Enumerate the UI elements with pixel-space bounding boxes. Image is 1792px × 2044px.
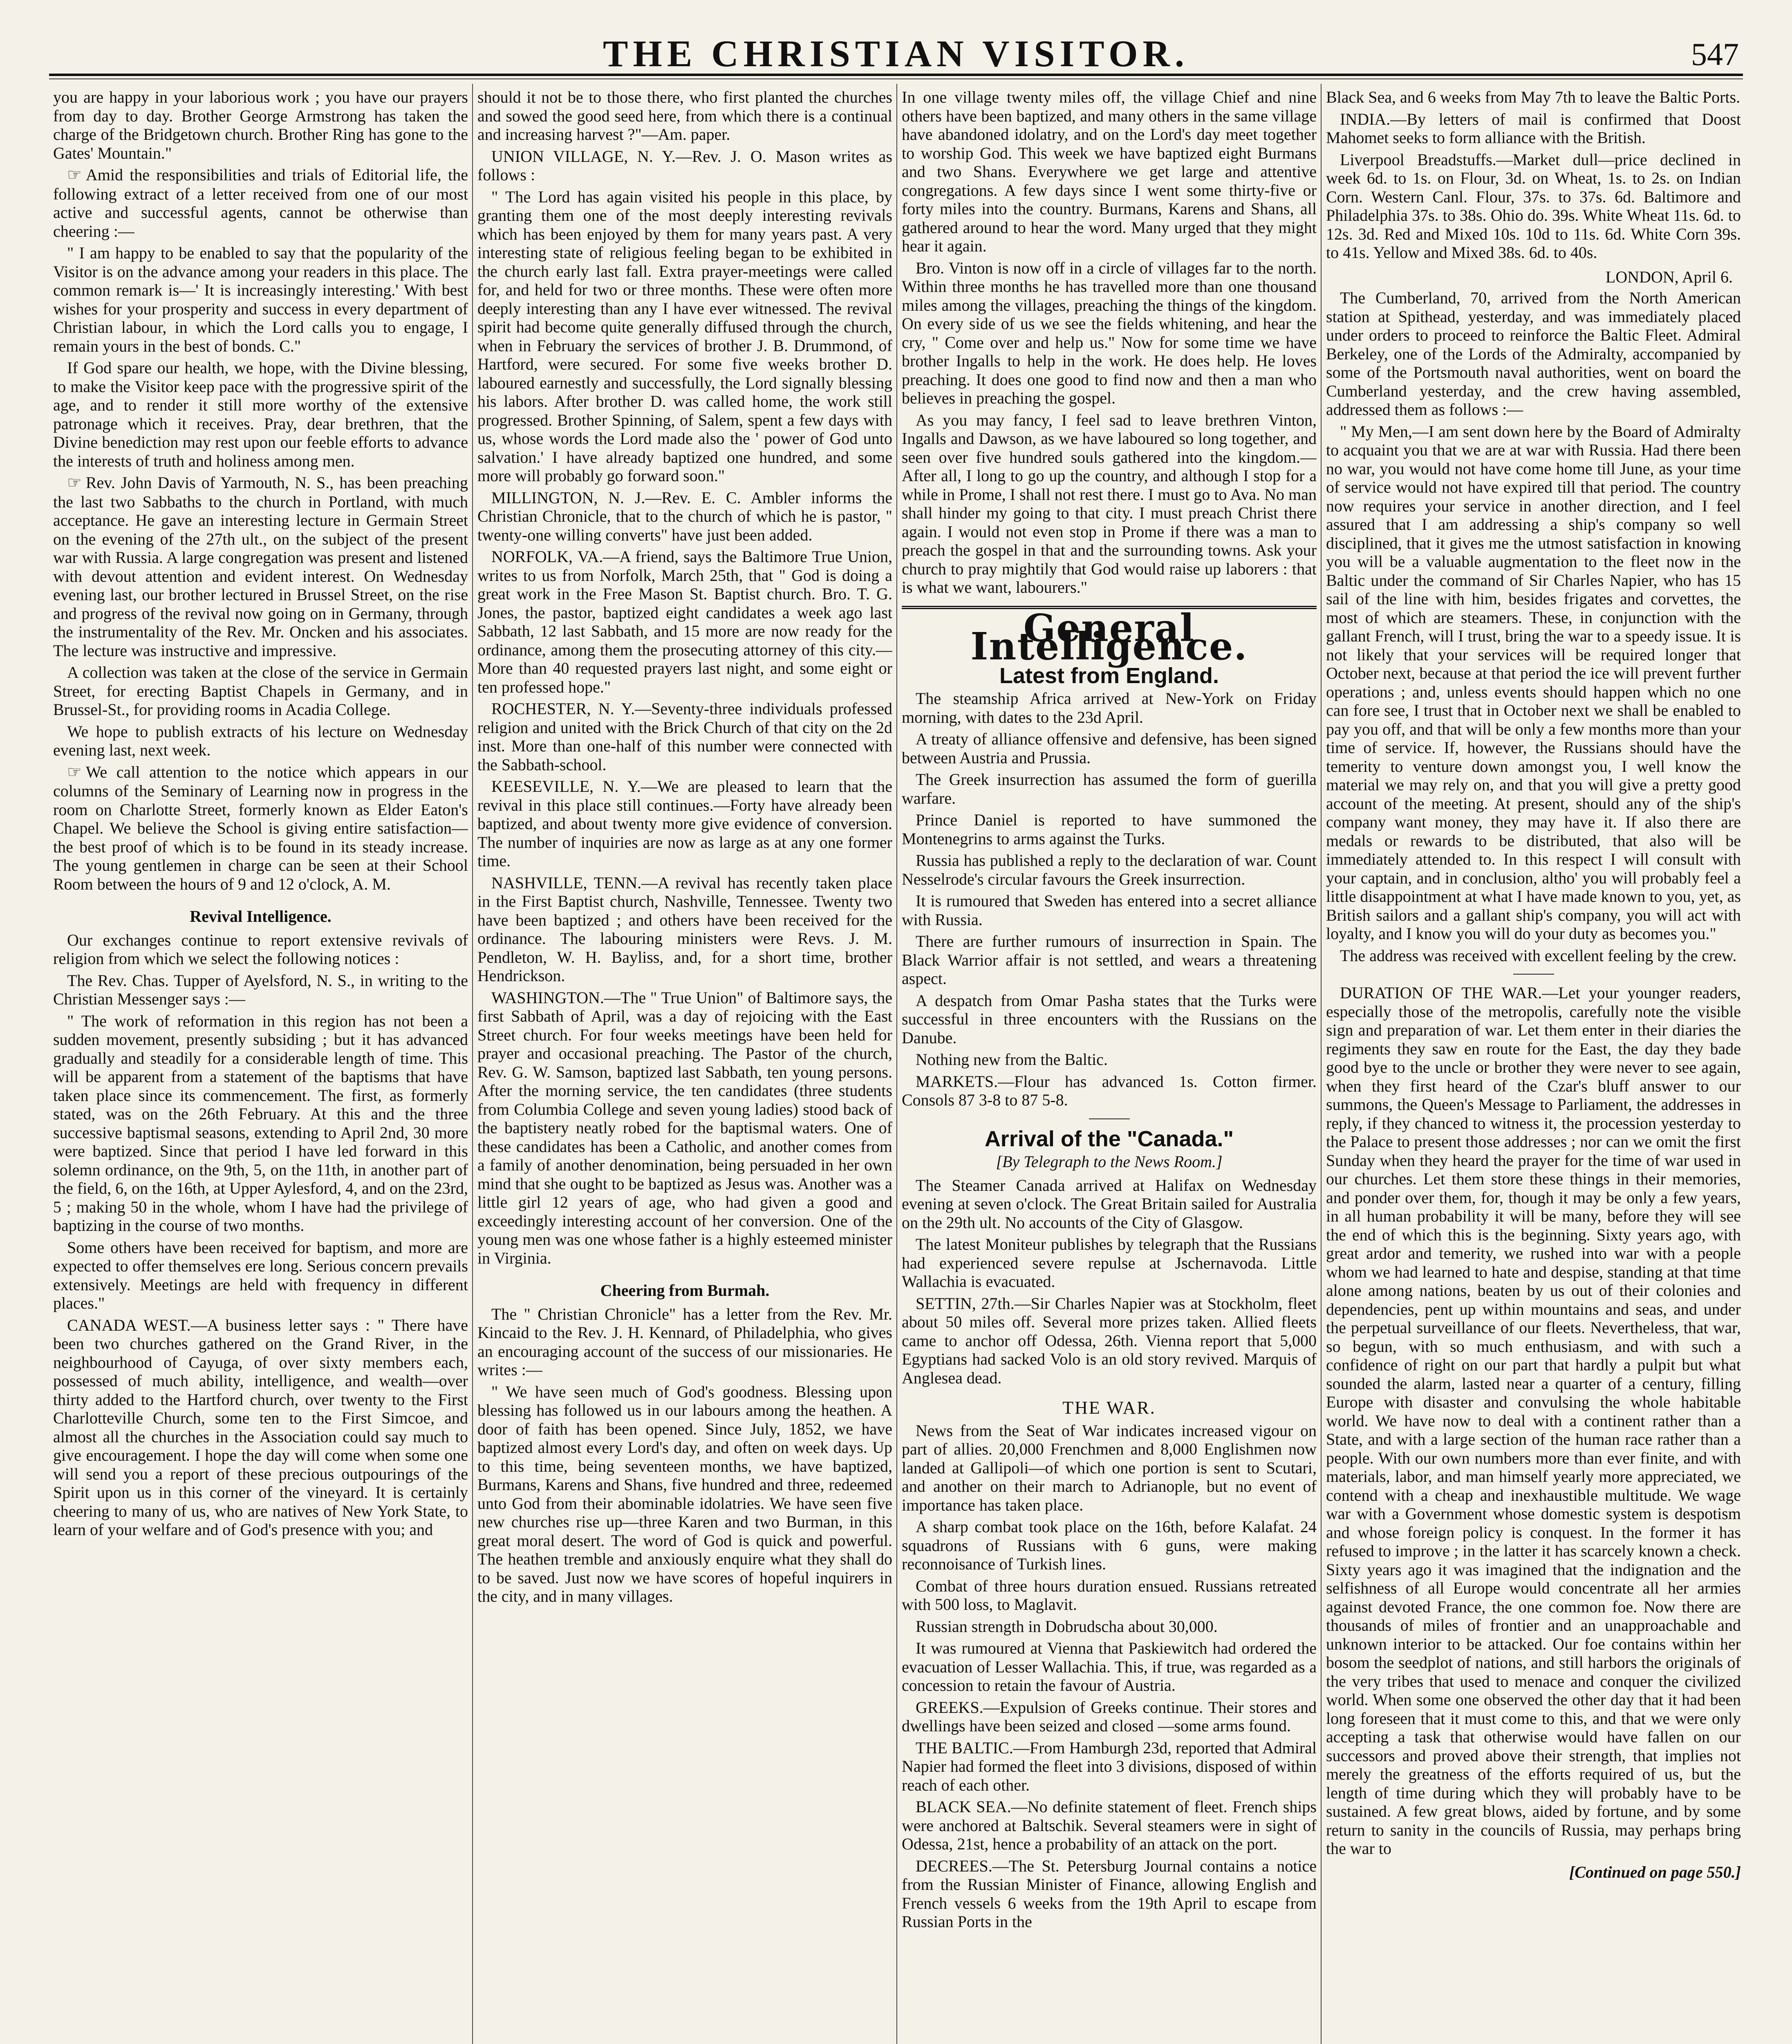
editorial-notice [53,763,468,894]
article-paragraph: NORFOLK, VA.—A friend, says the Baltimore True Union, writes to us from Norfolk, March 25th, that " God is doing a great work in the Free Mason St. Baptist church. Bro. T. G. Jones, the pastor, baptized eight candidates a week ago last Sabbath, 12 last Sabbath, and 15 more are now ready for the ordinance, among them the prosecuting attorney of this city.—More than 40 requested prayers last night, and some eight or ten professed hope." [477,547,892,696]
article-paragraph: THE BALTIC.—From Hamburgh 23d, reported that Admiral Napier had formed the fleet into 3 divisions, disposed of within reach of each other. [902,1738,1317,1794]
article-paragraph: UNION VILLAGE, N. Y.—Rev. J. O. Mason writes as follows : [477,147,892,184]
article-paragraph: should it not be to those there, who first planted the churches and sowed the good seed here, from which there is a continual and increasing harvest ?"—Am. paper. [477,88,892,143]
article-paragraph: The Rev. Chas. Tupper of Ayelsford, N. S., in writing to the Christian Messenger says :— [53,971,468,1008]
column-1 [53,88,468,2044]
article-paragraph: In one village twenty miles off, the village Chief and nine others have been baptized, and many others in the same village have abandoned idolatry, and on the Lord's day meet together to worship God. This week we have baptized eight Burmans and two Shans. Everywhere we get large and attentive congregations. A few days since I went some thirty-five or forty miles into the country. Burmans, Karens and Shans, all gathered around to hear the word. Many urged that they might hear it again. [902,88,1317,255]
article-paragraph: ROCHESTER, N. Y.—Seventy-three individuals professed religion and united with the Brick Church of that city on the 2d inst. More than one-half of this number were connected with the Sabbath-school. [477,699,892,774]
section-heading: Latest from England. [999,663,1219,688]
article-paragraph: News from the Seat of War indicates increased vigour on part of allies. 20,000 Frenchmen and 8,000 Englishmen now landed at Gallipoli—of which one portion is sent to Scutari, and another on their march to Adrianople, but no event of importance has taken place. [902,1421,1317,1514]
article-paragraph: Our exchanges continue to report extensive revivals of religion from which we select the following notices : [53,930,468,968]
article-paragraph: The latest Moniteur publishes by telegraph that the Russians had experienced severe repulse at Jschernavoda. Little Wallachia is evacuated. [902,1235,1317,1291]
section-heading: Revival Intelligence. [190,907,332,926]
article-paragraph: The Cumberland, 70, arrived from the North American station at Spithead, yesterday, and was immediately placed under orders to proceed to reinforce the Baltic Fleet. Admiral Berkeley, one of the Lords of the Admiralty, accompanied by some of the Portsmouth naval authorities, went on board the Cumberland yesterday, and the crew having assembled, addressed them as follows :— [1326,289,1741,419]
column-divider [1321,84,1322,2044]
article-paragraph: The address was received with excellent feeling by the crew. [1340,946,1737,965]
article-paragraph: WASHINGTON.—The " True Union" of Baltimore says, the first Sabbath of April, was a day of rejoicing with the East Street church. For four weeks meetings have been held for prayer and occasional preaching. The Pastor of the church, Rev. G. W. Samson, baptized last Sabbath, ten young persons. After the morning service, the ten candidates (three students from Columbia College and seven young ladies) stood back of the baptistery neatly robed for the baptismal waters. One of these candidates has been a Catholic, and another comes from a family of another denomination, being persuaded in her own mind that she ought to be baptized as Jesus was. Another was a little girl 12 years of age, who had given a good and exceedingly interesting account of her conversion. One of the young men was one whose father is a highly esteemed minister in Virginia. [477,988,892,1267]
article-paragraph: Liverpool Breadstuffs.—Market dull—price declined in week 6d. to 1s. on Flour, 3d. on Wheat, 1s. to 2s. on Indian Corn. Western Canl. Flour, 37s. to 37s. 6d. Baltimore and Philadelphia 37s. to 38s. Ohio do. 39s. White Wheat 11s. 6d. to 12s. 3d. Red and Mixed 10s. 10d to 11s. 6d. White Corn 39s. to 41s. Yellow and Mixed 38s. 6d. to 40s. [1326,150,1741,262]
column-2 [477,88,892,2044]
continued-note: [Continued on page 550.] [1569,1862,1741,1881]
article-paragraph: CANADA WEST.—A business letter says : " There have been two churches gathered on the Grand River, in the neighbourhood of Cayuga, of over sixty members each, possessed of much ability, intelligence, and wealth—over thirty added to the Hartford church, over twenty to the First Charlotteville Church, some ten to the First Simcoe, and almost all the churches in the Association could say much to give encouragement. I hope the day will come when some one will send you a report of these precious outpourings of the Spirit upon us in this corner of the vineyard. It is certainly cheering to many of us, who are natives of New York State, to learn of your welfare and of God's presence with you; and [53,1316,468,1539]
article-paragraph: you are happy in your laborious work ; you have our prayers from day to day. Brother George Armstrong has taken the charge of the Bridgetown church. Brother Ring has gone to the Gates' Mountain." [53,88,468,162]
editorial-notice [53,473,468,660]
article-paragraph: BLACK SEA.—No definite statement of fleet. French ships were anchored at Baltschik. Several steamers were in sight of Odessa, 21st, hence a probability of an attack on the port. [902,1797,1317,1853]
column-4 [1326,88,1741,2044]
article-paragraph: If God spare our health, we hope, with the Divine blessing, to make the Visitor keep pace with the progressive spirit of the age, and to render it still more worthy of the extensive patronage which it receives. Pray, dear brethren, that the Divine benediction may rest upon our feeble efforts to advance the interests of truth and holiness among men. [53,359,468,470]
notice-text: Rev. John Davis of Yarmouth, N. S., has been preaching the last two Sabbaths to the church in Portland, with much acceptance. He gave an interesting lecture in Germain Street on the evening of the 27th ult., on the subject of the present war with Russia. A large congregation was present and listened with devout attention and evident interest. On Wednesday evening last, our brother lectured in Brussel Street, on the rise and progress of the revival now going on in Germany, through the instrumentality of the Rev. Mr. Oncken and his associates. The lecture was instructive and impressive. [53,473,468,660]
article-paragraph: " The work of reformation in this region has not been a sudden movement, presently subsiding ; but it has advanced gradually and steadily for a considerable length of time. This will be apparent from a statement of the baptisms that have taken place since its commencement. The first, as formerly stated, was on the 26th February. At this and the three successive baptismal seasons, extending to April 2nd, 30 more were baptized. Since that period I have led forward in this solemn ordinance, on the 9th, 5, on the 11th, in another part of the field, 6, on the 16th, at Upper Aylesford, 4, and on the 23rd, 5 ; making 50 in the whole, whom I have had the privilege of baptizing in the course of two months. [53,1011,468,1235]
article-paragraph: We hope to publish extracts of his lecture on Wednesday evening last, next week. [53,722,468,759]
column-3 [902,88,1317,2044]
article-paragraph: A sharp combat took place on the 16th, before Kalafat. 24 squadrons of Russians with 6 guns, were making reconnoisance of Turkish lines. [902,1517,1317,1573]
pointing-hand-icon: ☞ [67,473,82,492]
column-3-lower [902,663,1317,1931]
article-paragraph: NASHVILLE, TENN.—A revival has recently taken place in the First Baptist church, Nashville, Tennessee. Twenty two have been baptized ; and others have been received for the ordinance. The labouring ministers were Revs. J. M. Pendleton, W. H. Bayliss, and, for a short time, brother Hendrickson. [477,873,892,985]
article-paragraph: Combat of three hours duration ensued. Russians retreated with 500 loss, to Maglavit. [902,1576,1317,1614]
article-paragraph: INDIA.—By letters of mail is confirmed that Doost Mahomet seeks to form alliance with the British. [1326,110,1741,147]
article-paragraph: KEESEVILLE, N. Y.—We are pleased to learn that the revival in this place still continues.—Forty have already been baptized, and about twenty more give evidence of conversion. The number of inquiries are now as large as at any one former time. [477,777,892,870]
article-paragraph: SETTIN, 27th.—Sir Charles Napier was at Stockholm, fleet about 50 miles off. Several more prizes taken. Allied fleets came to anchor off Odessa, 26th. Vienna report that 5,000 Egyptians had sacked Volo is an old story revived. Marquis of Anglesea dead. [902,1294,1317,1387]
article-paragraph: Russian strength in Dobrudscha about 30,000. [916,1617,1218,1636]
article-paragraph: " My Men,—I am sent down here by the Board of Admiralty to acquaint you that we are at war with Russia. Had there been no war, you would not have come home till June, as your time of service would not have expired till that period. The country now requires your service in another direction, and I feel assured that I am addressing a ship's company so well disciplined, that it gives me the utmost satisfaction in knowing you will be a valuable augmentation to the fleet now in the Baltic under the command of Sir Charles Napier, who has 15 sail of the line with him, besides frigates and corvettes, the most of which are steamers. These, in conjunction with the gallant French, will I trust, bring the war to a speedy issue. It is not likely that your services will be required longer that October next, because at that period the ice will prevent further operations ; and, unless events should happen which no one can fore see, I trust that in October next we shall be enabled to pay you off, and that will be only a few months more than your time of service. If, however, the Russians should have the temerity to venture down amongst you, I well know the material we may rely on, and that you will give a pretty good account of the meeting. At present, should any of the ship's company want money, they may have it. If also there are medals or rewards to be distributed, that also will be immediately attended to. In this respect I will consult with your captain, and in conclusion, altho' you will probably feel a little disappointment at what I have made known to you, yet, as British sailors and a gallant ship's company, you will act with loyalty, and I know you will do your duty as becomes you." [1326,422,1741,943]
article-paragraph: A treaty of alliance offensive and defensive, has been signed between Austria and Prussia. [902,730,1317,767]
article-paragraph: The Greek insurrection has assumed the form of guerilla warfare. [902,770,1317,807]
masthead-title: THE CHRISTIAN VISITOR. [603,33,1189,74]
article-paragraph: DURATION OF THE WAR.—Let your younger readers, especially those of the metropolis, carefully note the visible sign and preparation of war. Let them enter in their diaries the regiments they saw en route for the East, the day they bade good bye to the uncle or brother they were never to see again, when they first heard of the Czar's bluff answer to our summons, the Queen's Message to Parliament, the addresses in reply, if they chanced to witness it, the procession yesterday to the Palace to present those addresses ; nor can we omit the first Sunday when they heard the prayer for the time of war used in our churches. Let them store these things in their memories, and ponder over them, for, though it may be only a few years, in all human probability it will be many, before they will see the end of which this is the beginning. Sixty years ago, with great ardor and temerity, we rushed into war with a people whom we had learned to hate and despise, standing at that time alone among nations, beaten by us out of their colonies and dependencies, pent up within mountains and seas, and under the perpetual surveillance of our fleets. Nevertheless, that war, so begun, with so much enthusiasm, and with such a confidence of right on our part that hardly a pulpit but what sounded the alarm, lasted near a quarter of a century, filling Europe with disaster and convulsing the whole habitable world. We have now to deal with a continent rather than a State, and with a large section of the human race rather than a people. With our own numbers more than ever finite, and with materials, labor, and man himself yearly more appreciated, we contend with a cheap and inexhaustible multitude. We wage war with a Government whose domestic system is despotism and whose foreign policy is conquest. In the former it has refused to improve ; in the latter it has scarcely known a check. Sixty years ago it was imagined that the indignation and the selfishness of all Europe would concentrate all her armies against devoted France, the one common foe. Now there are thousands of miles of frontier and an unapproachable and unknown interior to be attacked. Our foe contains within her bosom the seedplot of nations, and still harbors the originals of the very tribes that used to menace and conquer the civilized world. When some one observed the other day that it had been long foreseen that it must come to this, and that we were only accepting a task that otherwise would have fallen on our successors and proved above their strength, that implies not merely the greatness of the efforts required of us, but the length of time during which they will probably have to be sustained. A few great blows, aided by fortune, and by some return to sanity in the councils of Russia, may perhaps bring the war to [1326,984,1741,1858]
article-paragraph: The " Christian Chronicle" has a letter from the Rev. Mr. Kincaid to the Rev. J. H. Kennard, of Philadelphia, who gives an encouraging account of the success of our missionaries. He writes :— [477,1304,892,1379]
article-paragraph: Nothing new from the Baltic. [916,1050,1108,1069]
article-paragraph: Prince Daniel is reported to have summoned the Montenegrins to arms against the Turks. [902,811,1317,848]
article-paragraph: " We have seen much of God's goodness. Blessing upon blessing has followed us in our labours among the heathen. A door of faith has been opened. Since July, 1852, we have baptized almost every Lord's day, and often on week days. Up to this time, being seventeen months, we have baptized, Burmans, Karens and Shans, five hundred and three, redeemed unto God from their abominable idolatries. We have seen five new churches rise up—three Karen and two Burman, in this great moral desert. The word of God is quick and powerful. The heathen tremble and anxiously enquire what they shall do to be saved. Just now we have scores of hopeful inquirers in the city, and in many villages. [477,1382,892,1605]
article-paragraph: DECREES.—The St. Petersburg Journal contains a notice from the Russian Minister of Finance, allowing English and French vessels 6 weeks from the 19th April to escape from Russian Ports in the [902,1856,1317,1931]
page-number: 547 [1691,36,1739,72]
notice-text: Amid the responsibilities and trials of Editorial life, the following extract of a letter received from one of our most active and successful agents, cannot be otherwise than cheering :— [53,166,468,240]
masthead [49,12,1743,76]
masthead-rule [49,78,1743,79]
article-paragraph: The steamship Africa arrived at New-York on Friday morning, with dates to the 23d April. [902,689,1317,726]
article-paragraph: " I am happy to be enabled to say that the popularity of the Visitor is on the advance among your readers in this place. The common remark is—' It is increasingly interesting.' With best wishes for your prosperity and success in every department of Christian labour, in which the Lord calls you to engage, I remain yours in the best of bonds. C." [53,244,468,355]
article-paragraph: GREEKS.—Expulsion of Greeks continue. Their stores and dwellings have been seized and closed —some arms found. [902,1698,1317,1735]
section-separator [1513,974,1554,975]
article-paragraph: It is rumoured that Sweden has entered into a secret alliance with Russia. [902,892,1317,929]
article-paragraph: A collection was taken at the close of the service in Germain Street, for erecting Baptist Chapels in Germany, and in Brussel-St., for providing rooms in Acadia College. [53,663,468,719]
dateline: LONDON, April 6. [1605,267,1733,286]
section-heading: THE WAR. [1062,1398,1156,1418]
section-separator [1089,1118,1130,1119]
article-paragraph: MARKETS.—Flour has advanced 1s. Cotton firmer. Consols 87 3-8 to 87 5-8. [902,1072,1317,1109]
article-paragraph: Some others have been received for baptism, and more are expected to offer themselves ere long. Serious concern prevails extensively. Meetings are held with frequency in different places." [53,1238,468,1312]
section-heading: Arrival of the "Canada." [984,1126,1234,1151]
notice-text: We call attention to the notice which appears in our columns of the Seminary of Learning now in progress in the room on Charlotte Street, formerly known as Elder Eaton's Chapel. We believe the School is giving entire satisfaction—the best proof of which is to be found in its steady increase. The young gentlemen in charge can be seen at their School Room between the hours of 9 and 12 o'clock, A. M. [53,762,468,893]
article-paragraph: There are further rumours of insurrection in Spain. The Black Warrior affair is not settled, and wears a threatening aspect. [902,932,1317,988]
article-paragraph: Russia has published a reply to the declaration of war. Count Nesselrode's circular favours the Greek insurrection. [902,851,1317,888]
article-paragraph: Bro. Vinton is now off in a circle of villages far to the north. Within three months he has travelled more than one thousand miles among the villages, preaching the things of the kingdom. On every side of us we see the fields whitening, and hear the cry, " Come over and help us." Now for some time we have brother Ingalls to help in the work. He does help. He loves preaching. It does one good to find now and then a man who believes in preaching the gospel. [902,258,1317,407]
general-intelligence-heading: General Intelligence. [902,606,1317,656]
article-paragraph: " The Lord has again visited his people in this place, by granting them one of the most deeply interesting revivals which has been enjoyed by them for many years past. A very interesting state of religious feeling began to be exhibited in the church early last fall. Extra prayer-meetings were called for, and held for two or three months. These were often more deeply interesting than any I have ever witnessed. The revival spirit had become quite generally diffused through the church, when in February the services of brother J. B. Drummond, of Hartford, were secured. For some five weeks brother D. laboured earnestly and successfully, the Lord signally blessing his labors. After brother D. was called home, the work still progressed. Brother Spinning, of Salem, spent a few days with us, whose words the Lord made also the ' power of God unto salvation.' I have already baptized one hundred, and some more will probably go forward soon." [477,187,892,485]
section-subheading: [By Telegraph to the News Room.] [996,1152,1223,1171]
article-paragraph: As you may fancy, I feel sad to leave brethren Vinton, Ingalls and Dawson, as we have laboured so long together, and seen over five hundred souls gathered into the kingdom.—After all, I long to go up the country, and although I stop for a while in Prome, I shall not rest there. I must go to Ava. No man shall hinder my going to that city. I must preach Christ there again. I would not even stop in Prome if there was a man to preach the gospel in that and the surrounding towns. Ask your church to pray mightily that God would raise up laborers : that is what we want, labourers." [902,410,1317,596]
article-paragraph: The Steamer Canada arrived at Halifax on Wednesday evening at seven o'clock. The Great Britain sailed for Australia on the 29th ult. No accounts of the City of Glasgow. [902,1176,1317,1232]
column-3-upper [902,88,1317,597]
article-paragraph: A despatch from Omar Pasha states that the Turks were successful in three encounters with the Russians on the Danube. [902,991,1317,1047]
pointing-hand-icon: ☞ [67,166,82,184]
column-divider [472,84,473,2044]
pointing-hand-icon: ☞ [67,762,82,782]
article-paragraph: MILLINGTON, N. J.—Rev. E. C. Ambler informs the Christian Chronicle, that to the church of which he is pastor, " twenty-one willing converts" have just been added. [477,488,892,544]
section-heading: Cheering from Burmah. [600,1281,770,1300]
editorial-notice [53,166,468,240]
article-paragraph: Black Sea, and 6 weeks from May 7th to leave the Baltic Ports. [1326,88,1740,106]
column-divider [896,84,897,2044]
article-paragraph: It was rumoured at Vienna that Paskiewitch had ordered the evacuation of Lesser Wallachia. This, if true, was regarded as a concession to retain the favour of Austria. [902,1639,1317,1694]
